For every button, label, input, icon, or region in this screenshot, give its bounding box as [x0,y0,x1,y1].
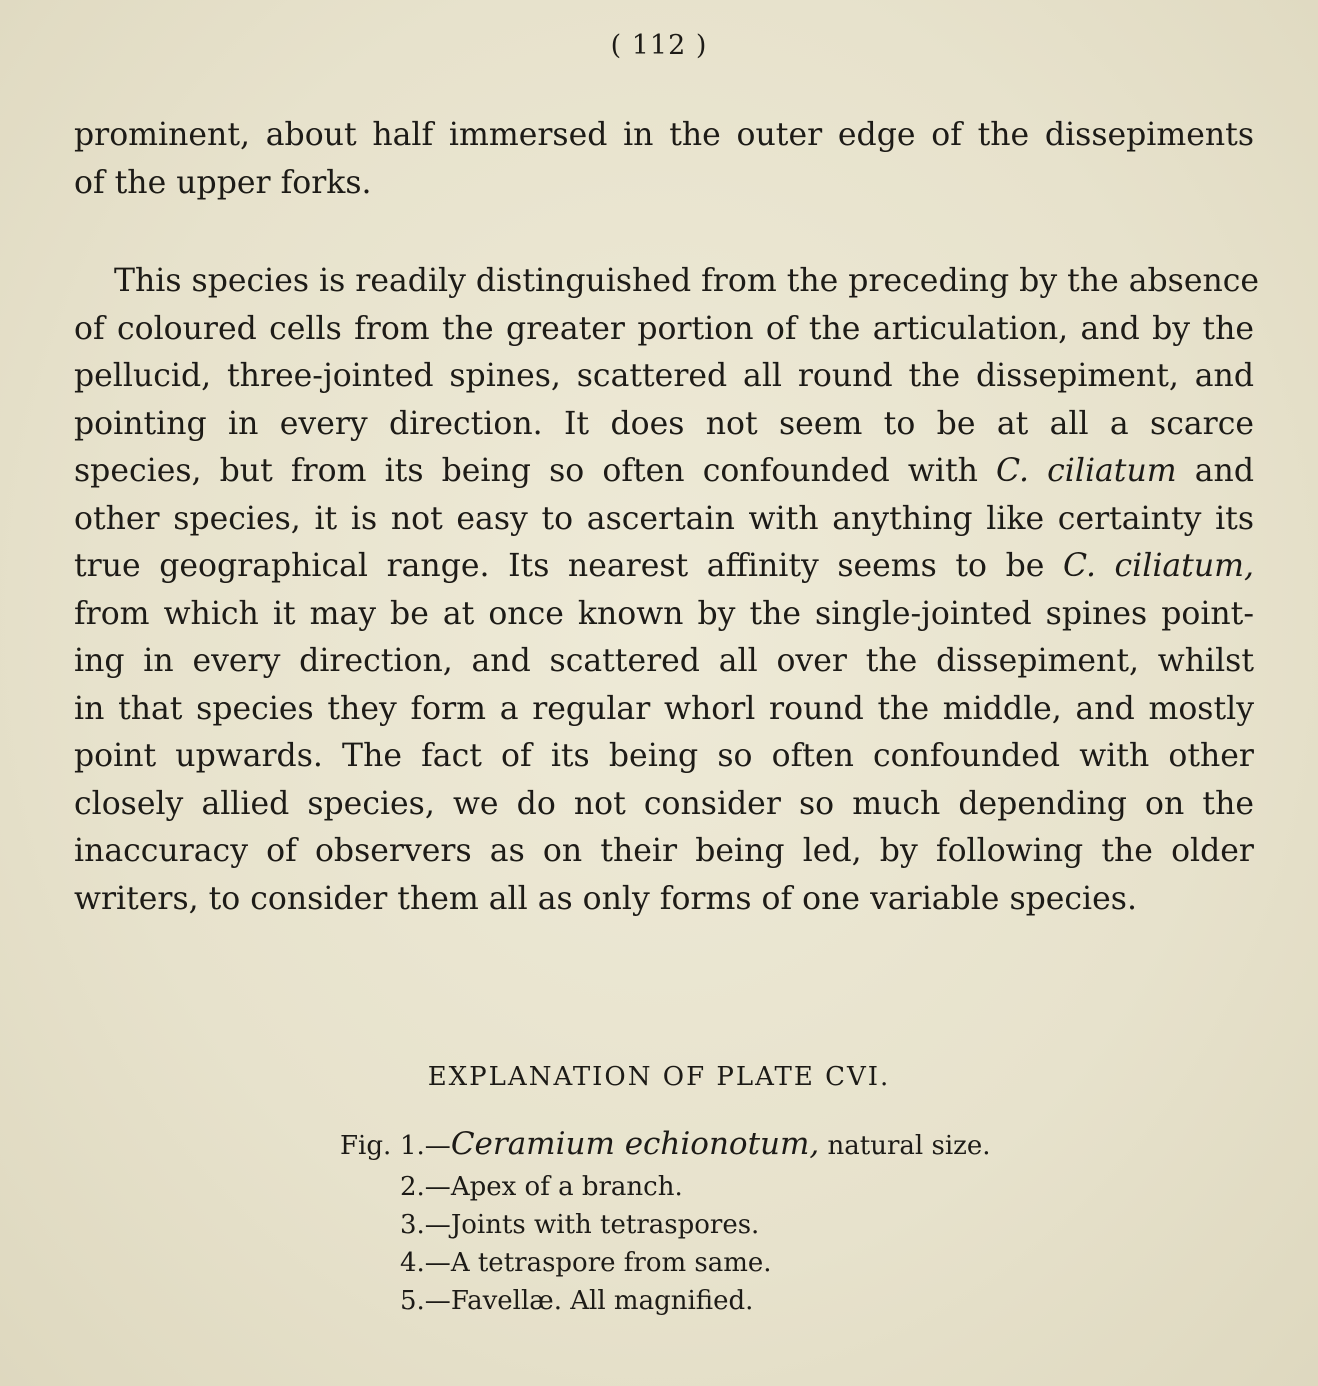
figure-list [340,1120,991,1320]
fig-prefix: Fig. [340,1131,392,1161]
text-line-with-italic [74,448,1254,496]
figure-caption: A tetraspore from same. [450,1248,772,1278]
text-line: from which it may be at once known by the single-jointed spines point- [74,595,1254,632]
figure-item [340,1120,991,1168]
figure-number: 3.— [400,1210,451,1240]
text-line: ing in every direction, and scattered all over the dissepiment, whilst [74,643,1254,679]
text-line: inaccuracy of observers as on their being led, by following the older [74,833,1254,869]
plate-explanation-heading: EXPLANATION OF PLATE CVI. [427,1062,891,1092]
text-line: other species, it is not easy to ascertain with anything like certainty its [74,500,1254,537]
text-line: pellucid, three-jointed spines, scattered all round the dissepiment, and [74,358,1254,394]
text-line: This species is readily distinguished from the preceding by the absence [114,263,1260,299]
figure-caption: Apex of a branch. [450,1172,683,1202]
text-segment: and [1176,453,1254,489]
figure-item [340,1282,991,1320]
text-segment: true geographical range. Its nearest affinity seems to be [74,548,1063,584]
text-line: closely allied species, we do not consider so much depending on the [74,785,1254,822]
figure-item [340,1206,991,1244]
text-line: in that species they form a regular whorl round the middle, and mostly [74,690,1254,727]
figure-number: 4.— [400,1248,451,1278]
species-name-italic: C. ciliatum, [1062,548,1255,584]
paragraph-continued [74,112,1254,207]
text-segment: species, but from its being so often confounded with [74,453,997,489]
text-line: writers, to consider them all as only forms of one variable species. [74,880,1137,917]
figure-species-italic: Ceramium echionotum, [450,1126,820,1162]
figure-item [340,1168,991,1206]
text-line: of the upper forks. [74,164,372,201]
figure-number: 1.— [400,1131,451,1161]
figure-number: 2.— [400,1172,451,1202]
figure-caption: Joints with tetraspores. [450,1210,760,1240]
figure-item [340,1244,991,1282]
page-number: ( 112 ) [610,30,708,61]
text-line: pointing in every direction. It does not seem to be at all a scarce [74,405,1254,442]
species-name-italic: C. ciliatum [996,453,1177,489]
paragraph-species-description [74,258,1260,923]
text-line: of coloured cells from the greater portion of the articulation, and by the [74,310,1254,347]
text-line-with-italic [74,543,1254,591]
figure-caption: natural size. [819,1131,991,1161]
text-line: point upwards. The fact of its being so often confounded with other [74,738,1254,774]
figure-caption: Favellæ. All magnified. [450,1286,754,1316]
text-line: prominent, about half immersed in the outer edge of the dissepiments [74,117,1254,153]
figure-number: 5.— [400,1286,451,1316]
